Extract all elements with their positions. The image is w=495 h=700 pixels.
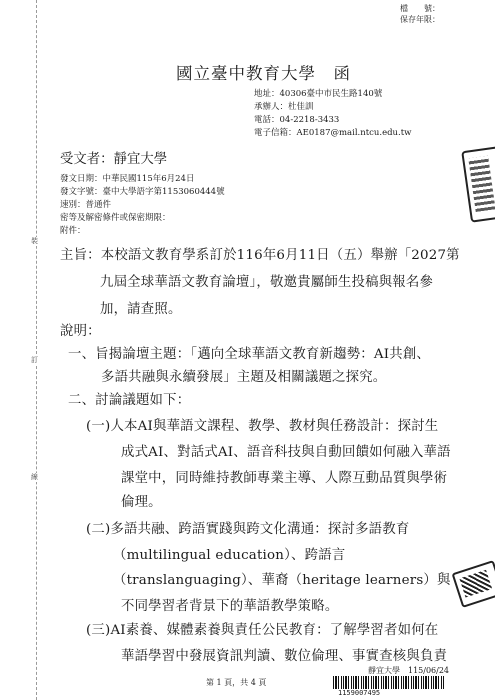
binding-line xyxy=(36,0,37,700)
retention-period-label: 保存年限： xyxy=(400,15,440,24)
page-number: 第 1 頁，共 4 頁 xyxy=(206,678,267,687)
issue-date: 發文日期：中華民國115年6月24日 xyxy=(60,174,195,184)
seal-stamp-icon xyxy=(452,560,495,608)
document-number: 發文字號：臺中大學語字第1153060444號 xyxy=(60,187,225,197)
document-title: 國立臺中教育大學 函 xyxy=(176,64,351,83)
urgency: 速別：普通件 xyxy=(60,200,112,210)
item-heading: 二、討論議題如下： xyxy=(68,393,191,408)
explanation-label: 說明： xyxy=(60,324,101,339)
sub-item-line: 倫理。 xyxy=(121,495,162,510)
sender-contact: 承辦人：杜佳訓 xyxy=(254,102,314,112)
subject-line: 主旨：本校語文教育學系訂於116年6月11日（五）舉辦「2027第 xyxy=(60,248,460,263)
file-number-label: 檔 號： xyxy=(400,4,440,13)
recipient: 受文者：靜宜大學 xyxy=(60,152,168,167)
confidentiality: 密等及解密條件或保密期限： xyxy=(60,213,171,223)
sub-item-line: 華語學習中發展資訊判讀、數位倫理、事實查核與負責 xyxy=(121,649,448,664)
barcode-number: 1159007495 xyxy=(338,689,381,697)
subject-line: 九屆全球華語文教育論壇」，敬邀貴屬師生投稿與報名參 xyxy=(100,275,434,290)
barcode-icon xyxy=(333,676,445,689)
sender-phone: 電話：04-2218-3433 xyxy=(254,115,340,125)
receipt-stamp-icon xyxy=(461,145,495,222)
sender-address: 地址：40306臺中市民生路140號 xyxy=(254,89,383,99)
item-line: 多語共融與永續發展」主題及相關議題之探究。 xyxy=(101,370,387,385)
subject-line: 加，請查照。 xyxy=(100,302,182,317)
sub-item-line: （translanguaging）、華裔（heritage learners）與 xyxy=(113,573,451,588)
margin-mark: 線 xyxy=(31,473,38,481)
margin-mark: 訂 xyxy=(31,356,38,364)
margin-mark: 裝 xyxy=(31,237,38,245)
sub-item-line: (一)人本AI與華語文課程、教學、教材與任務設計：探討生 xyxy=(86,419,439,434)
sender-email: 電子信箱：AE0187@mail.ntcu.edu.tw xyxy=(254,128,412,138)
sub-item-line: 不同學習者背景下的華語教學策略。 xyxy=(121,599,339,614)
sub-item-line: 課堂中，同時維持教師專業主導、人際互動品質與學術 xyxy=(121,471,448,486)
sub-item-line: （multilingual education）、跨語言 xyxy=(113,548,346,563)
item-line: 一、旨揭論壇主題：「邁向全球華語文教育新趨勢：AI共創、 xyxy=(68,347,431,362)
sub-item-line: 成式AI、對話式AI、語音科技與自動回饋如何融入華語 xyxy=(121,445,451,460)
attachments: 附件： xyxy=(60,226,86,236)
sub-item-line: (三)AI素養、媒體素養與責任公民教育：了解學習者如何在 xyxy=(86,623,439,638)
receipt-date: 靜宜大學 115/06/24 xyxy=(368,666,450,675)
sub-item-line: (二)多語共融、跨語實踐與跨文化溝通：探討多語教育 xyxy=(86,522,410,537)
